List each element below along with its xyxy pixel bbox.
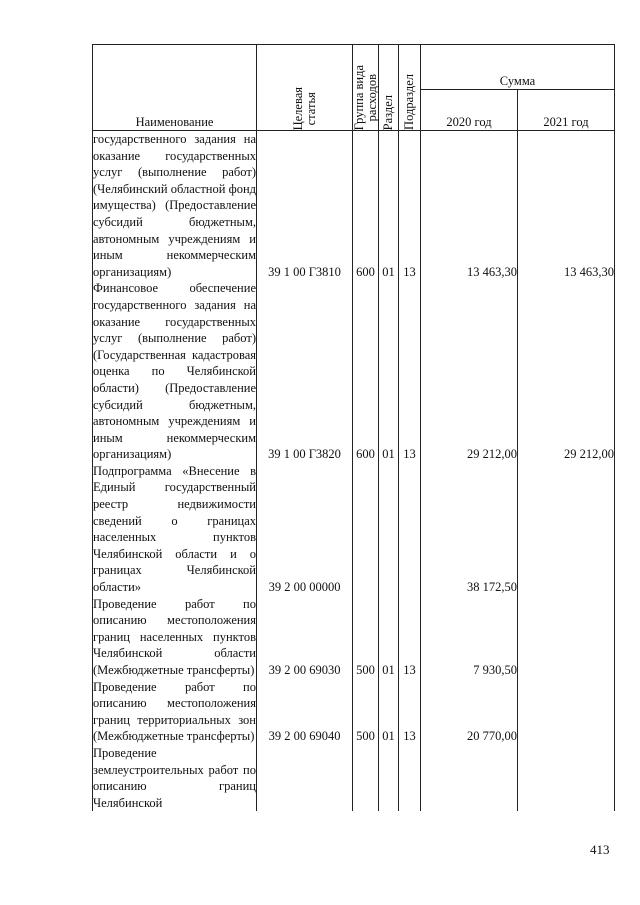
row-sum-2021	[518, 463, 615, 596]
row-expense-group: 500	[353, 596, 379, 679]
header-subsection-text: Подраздел	[402, 74, 416, 130]
row-target-article: 39 1 00 Г3810	[257, 131, 353, 281]
row-subsection	[399, 463, 421, 596]
header-target-article-text: Целевая статья	[290, 86, 318, 130]
row-name: Финансовое обеспечение государственного задания на оказание государственных услуг (выполнение работ) (Государственная кадастровая оценка по Челябинской области) (Предоставление субсидий бюджетным, автономным учреждениям и иным некоммерческим организациям)	[93, 281, 256, 462]
row-subsection: 13	[399, 596, 421, 679]
row-name: Подпрограмма «Внесение в Единый государственный реестр недвижимости сведений о границах населенных пунктов Челябинской области и о границах Челябинской области»	[93, 463, 256, 595]
row-subsection	[399, 745, 421, 811]
row-target-article: 39 2 00 69040	[257, 679, 353, 745]
table-row	[93, 745, 615, 811]
row-sum-2020: 7 930,50	[421, 596, 518, 679]
row-expense-group: 600	[353, 131, 379, 281]
table-row	[93, 596, 615, 679]
row-sum-2020	[421, 745, 518, 811]
header-section	[379, 45, 399, 131]
row-target-article	[257, 745, 353, 811]
row-target-article: 39 2 00 00000	[257, 463, 353, 596]
row-subsection: 13	[399, 131, 421, 281]
header-expense-group-text: Группа вида расходов	[352, 64, 379, 130]
row-subsection: 13	[399, 679, 421, 745]
row-target-article: 39 1 00 Г3820	[257, 280, 353, 463]
row-sum-2020: 38 172,50	[421, 463, 518, 596]
row-section: 01	[379, 679, 399, 745]
header-subsection	[399, 45, 421, 131]
table-row	[93, 131, 615, 281]
header-target-article	[257, 45, 353, 131]
row-section	[379, 463, 399, 596]
row-section: 01	[379, 131, 399, 281]
row-subsection: 13	[399, 280, 421, 463]
row-section: 01	[379, 596, 399, 679]
row-target-article: 39 2 00 69030	[257, 596, 353, 679]
header-year-2021: 2021 год	[518, 90, 615, 131]
header-sum: Сумма	[421, 45, 615, 90]
header-name: Наименование	[93, 45, 257, 131]
row-sum-2020: 20 770,00	[421, 679, 518, 745]
page-number: 413	[590, 842, 610, 857]
header-expense-group	[353, 45, 379, 131]
row-expense-group	[353, 463, 379, 596]
row-section	[379, 745, 399, 811]
row-name: Проведение работ по описанию местоположения границ населенных пунктов Челябинской области (Межбюджетные трансферты)	[93, 596, 256, 677]
table-row	[93, 679, 615, 745]
header-year-2020: 2020 год	[421, 90, 518, 131]
row-sum-2021: 13 463,30	[518, 131, 615, 281]
row-expense-group: 600	[353, 280, 379, 463]
table-header-row	[93, 45, 615, 90]
row-name: Проведение землеустроительных работ по описанию границ Челябинской	[93, 745, 256, 810]
row-expense-group: 500	[353, 679, 379, 745]
row-name: Проведение работ по описанию местоположения границ территориальных зон (Межбюджетные трансферты)	[93, 679, 256, 744]
row-expense-group	[353, 745, 379, 811]
row-sum-2020: 13 463,30	[421, 131, 518, 281]
budget-table	[92, 44, 615, 811]
row-sum-2021	[518, 596, 615, 679]
row-sum-2021	[518, 745, 615, 811]
row-sum-2021	[518, 679, 615, 745]
row-sum-2020: 29 212,00	[421, 280, 518, 463]
row-section: 01	[379, 280, 399, 463]
header-section-text: Раздел	[381, 94, 395, 130]
table-row	[93, 463, 615, 596]
row-name: государственного задания на оказание государственных услуг (выполнение работ) (Челябинский областной фонд имущества) (Предоставление субсидий бюджетным, автономным учреждениям и иным некоммерческим организациям)	[93, 132, 256, 279]
row-sum-2021: 29 212,00	[518, 280, 615, 463]
table-row	[93, 280, 615, 463]
